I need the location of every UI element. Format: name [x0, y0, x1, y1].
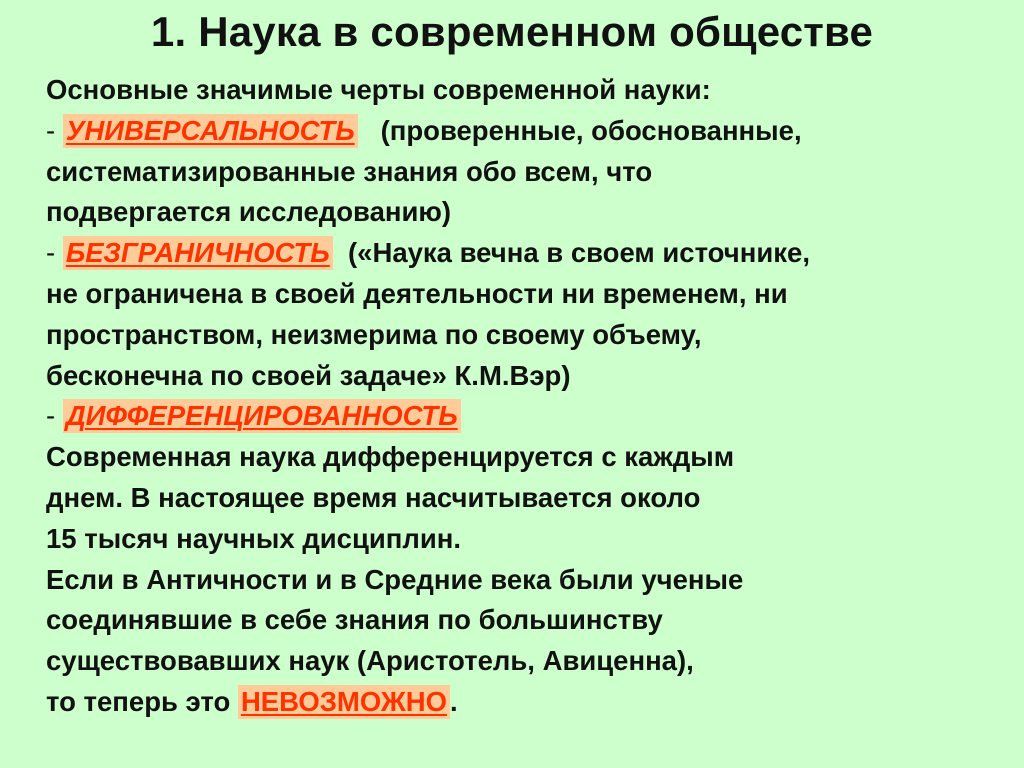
slide-title: 1. Наука в современном обществе: [150, 8, 874, 55]
closing-suffix: .: [449, 685, 458, 717]
feature-universality-text: (проверенные, обоснованные,: [380, 114, 802, 146]
text-line: днем. В настоящее время насчитывается около: [46, 481, 701, 513]
text-line: не ограничена в своей деятельности ни временем, ни: [46, 277, 788, 309]
term-boundlessness: БЕЗГРАНИЧНОСТЬ: [63, 236, 333, 270]
bullet-dash: -: [46, 114, 56, 146]
term-differentiation: ДИФФЕРЕНЦИРОВАННОСТЬ: [63, 399, 461, 433]
feature-universality-line: [46, 111, 1006, 152]
feature-boundlessness-text: («Наука вечна в своем источнике,: [348, 237, 810, 269]
bullet-dash: -: [46, 400, 56, 432]
text-line: пространством, неизмерима по своему объему,: [46, 318, 702, 350]
feature-differentiation-line: [46, 396, 1006, 437]
closing-prefix: то теперь это: [46, 685, 231, 717]
text-line: 15 тысяч научных дисциплин.: [46, 522, 462, 554]
text-line: бесконечна по своей задаче» К.М.Вэр): [46, 359, 571, 391]
closing-line: [46, 682, 1006, 723]
text-line: Современная наука дифференцируется с каждым: [46, 441, 735, 473]
term-impossible: НЕВОЗМОЖНО: [238, 685, 450, 719]
term-universality: УНИВЕРСАЛЬНОСТЬ: [63, 114, 358, 148]
text-line: подвергается исследованию): [46, 196, 452, 228]
text-line: систематизированные знания обо всем, что: [46, 155, 653, 187]
slide-body: [46, 70, 1006, 723]
intro-line: Основные значимые черты современной науки:: [46, 74, 711, 105]
text-line: существовавших наук (Аристотель, Авиценна),: [46, 645, 694, 677]
text-line: Если в Античности и в Средние века были ученые: [46, 563, 744, 595]
feature-boundlessness-line: [46, 233, 1006, 274]
text-line: соединявшие в себе знания по большинству: [46, 604, 663, 636]
bullet-dash: -: [46, 237, 56, 269]
